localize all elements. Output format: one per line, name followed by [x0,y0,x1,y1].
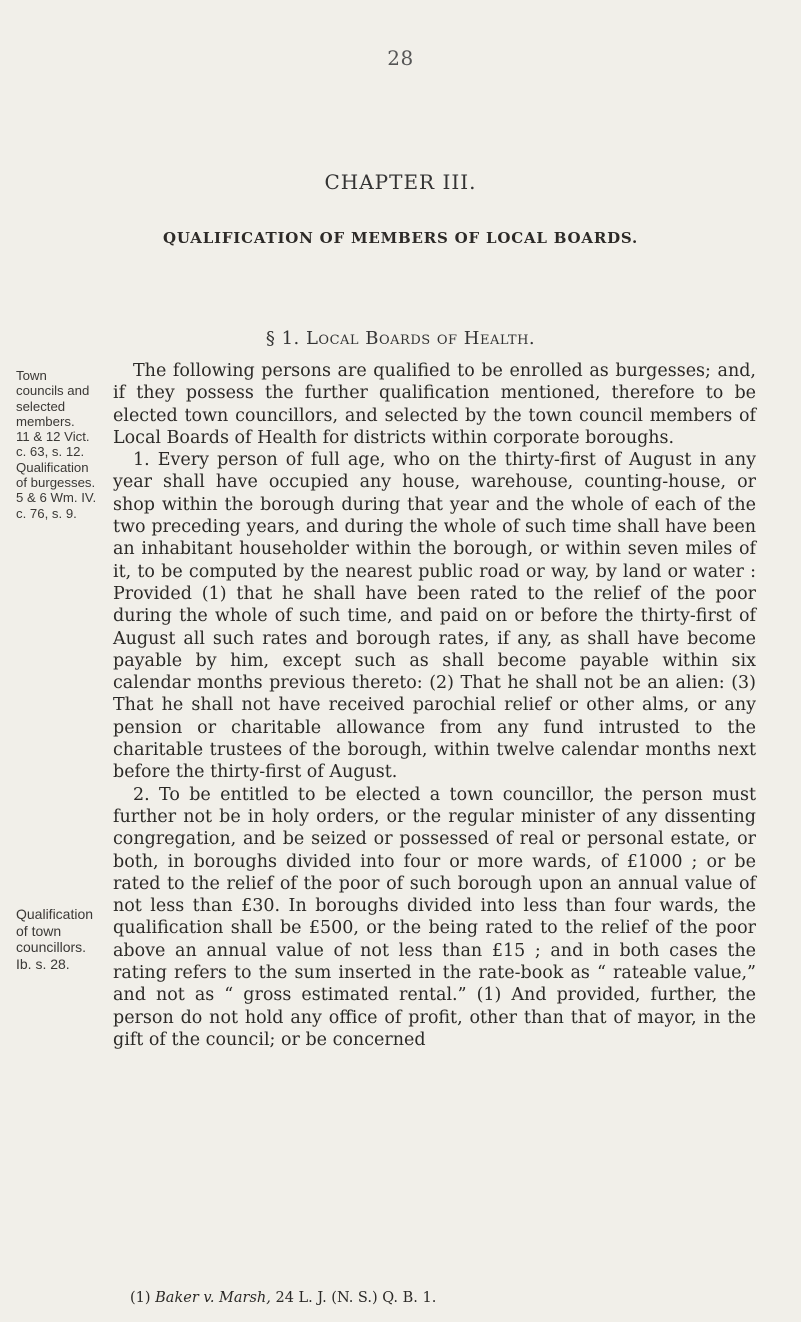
body-text [113,360,756,1051]
chapter-title: CHAPTER III. [324,170,477,194]
footnote-case-name: Baker v. Marsh, [155,1290,271,1306]
paragraph-intro: The following persons are qualified to be enrolled as burgesses; and, if they possess the further qualification mentioned, therefore to be elected town councillors, and selected by the town council members of Local Boards of Health for districts within corporate boroughs. [113,361,756,448]
footnote-citation: 24 L. J. (N. S.) Q. B. 1. [275,1290,437,1306]
paragraph-councillor-qualification: 2. To be entitled to be elected a town councillor, the person must further not be in holy orders, or the regular minister of any dissenting congregation, and be seized or possessed of real or personal estate, or both, in boroughs divided into four or more wards, of £1000 ; or be rated to the relief of the poor of such borough upon an annual value of not less than £30. In boroughs divided into less than four wards, the qualification shall be £500, or the being rated to the relief of the poor above an annual value of not less than £15 ; and in both cases the rating refers to the sum inserted in the rate-book as “ rateable value,” and not as “ gross estimated rental.” (1) And provided, further, the person do not hold any office of profit, other than that of mayor, in the gift of the council; or be concerned [113,784,756,1050]
footnote-marker: (1) [130,1290,151,1306]
page-number: 28 [387,46,414,70]
paragraph-burgess-qualification: 1. Every person of full age, who on the thirty-first of August in any year shall have occupied any house, warehouse, counting-house, or shop within the borough during that year and the whole of each of the two preceding years, and during the whole of such time shall have been an inhabitant householder within the borough, or within seven miles of it, to be computed by the nearest public road or way, by land or water : Provided (1) that he shall have been rated to the relief of the poor during the whole of such time, and paid on or before the thirty-first of August all such rates and borough rates, if any, as shall have become payable by him, except such as shall become payable within six calendar months previous thereto: (2) That he shall not be an alien: (3) That he shall not have received parochial relief or other alms, or any pension or charitable allowance from any fund intrusted to the charitable trustees of the borough, within twelve calendar months next before the thirty-first of August. [113,450,756,783]
chapter-subtitle: QUALIFICATION OF MEMBERS OF LOCAL BOARDS. [162,229,639,247]
margin-note-town-councils: Town councils and selected members. 11 & 12 Vict. c. 63, s. 12. Qualification of burgesses. 5 & 6 Wm. IV. c. 76, s. 9. [16,368,97,521]
section-heading: § 1. Local Boards of Health. [265,328,536,349]
footnote [130,1290,770,1306]
margin-note-qualification-councillors: Qualification of town councillors. Ib. s. 28. [16,906,94,972]
